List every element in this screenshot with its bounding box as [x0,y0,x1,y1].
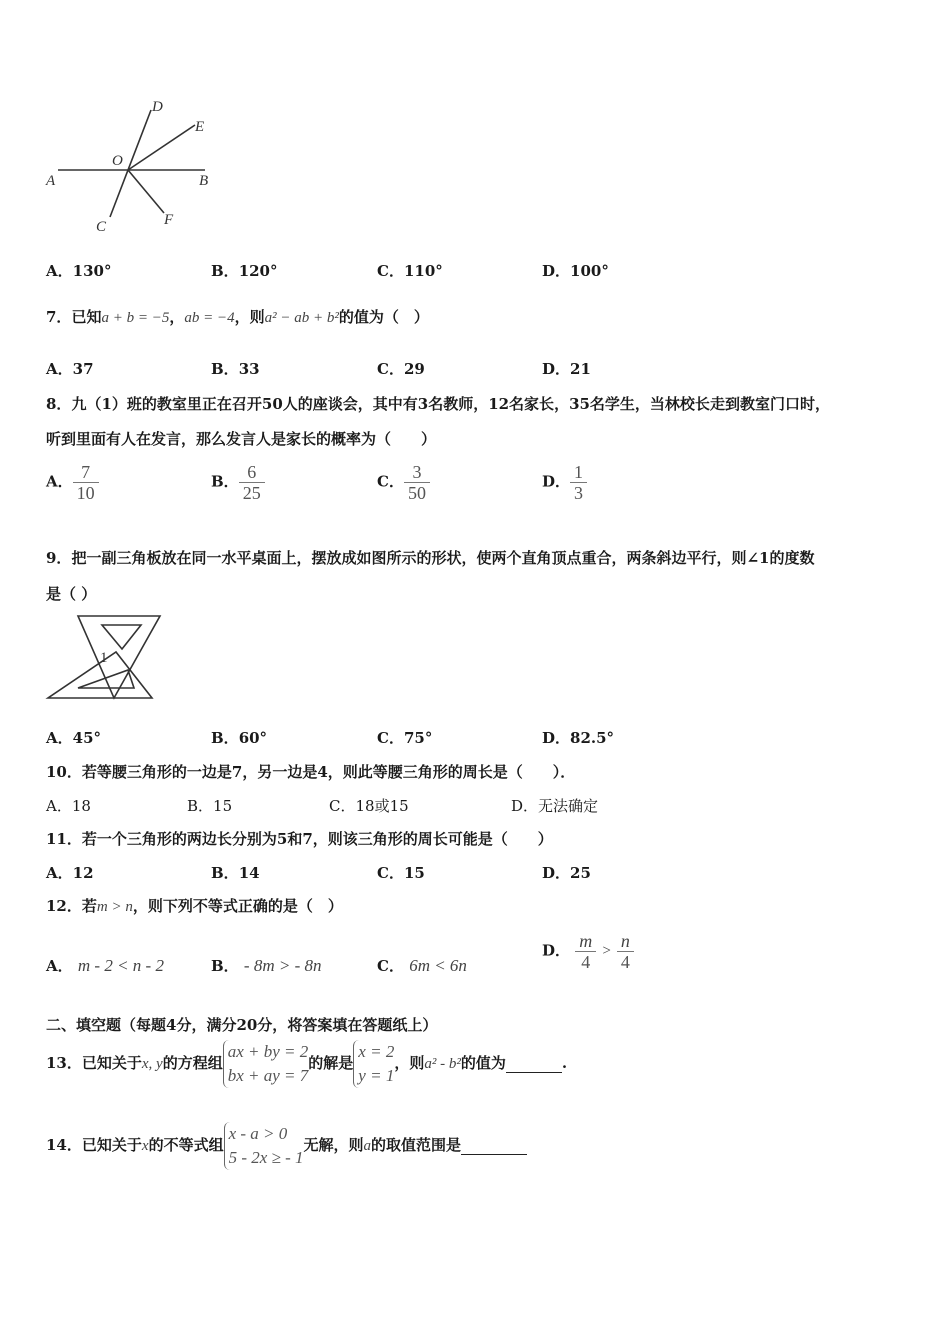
ray-oe [128,125,195,170]
question-11: 11．若一个三角形的两边长分别为5和7，则该三角形的周长可能是（ ） [46,830,553,848]
q6-option-d: D．100° [542,262,609,280]
label-e: E [195,119,205,135]
q8-option-d: D． $\frac{1}{3}$ [542,462,587,503]
question-13: 13．已知关于x, y的方程组 ax + by = 2 bx + ay = 7 的解是 x = 2 y = 1 ，则a² - b²的值为 . [46,1040,567,1088]
q10-option-b: B．15 [187,797,233,815]
equation-system: ax + by = 2 bx + ay = 7 [223,1040,309,1088]
angle-figure [40,95,220,240]
q6-option-c: C．110° [377,262,443,280]
q12-option-b: B． - 8m > - 8n [211,956,322,975]
answer-blank[interactable] [506,1054,562,1073]
answer-blank[interactable] [461,1136,527,1155]
label-b: B [199,173,209,189]
angle-1-label: 1 [100,650,108,666]
label-d: D [152,99,163,115]
fraction: $\frac{m}{4}$ [575,931,596,972]
upper-triangle-inner [102,625,141,649]
label-o: O [112,153,123,169]
q8-option-b: B． $\frac{6}{25}$ [211,462,265,503]
fraction: $\frac{6}{25}$ [239,462,265,503]
fraction: $\frac{n}{4}$ [617,931,634,972]
question-9-line1: 9．把一副三角板放在同一水平桌面上，摆放成如图所示的形状，使两个直角顶点重合，两条斜边平行，则∠1的度数 [46,549,815,567]
question-7: 7．已知a + b = −5，ab = −4，则a² − ab + b²的值为（ ） [46,308,429,326]
q12-option-d: D． $\frac{m}{4}$ > $\frac{n}{4}$ [542,931,634,972]
question-8-line1: 8．九（1）班的教室里正在召开50人的座谈会，其中有3名教师，12名家长，35名学生，当林校长走到教室门口时， [46,395,830,413]
q12-option-a: A． m - 2 < n - 2 [46,956,164,975]
q10-option-d: D．无法确定 [511,797,599,815]
q6-option-a: A．130° [46,262,112,280]
q7-option-b: B．33 [211,360,260,378]
q6-option-b: B．120° [211,262,278,280]
ray-of [128,170,164,213]
q9-option-d: D．82.5° [542,729,615,747]
fraction: $\frac{1}{3}$ [570,462,587,503]
q7-option-d: D．21 [542,360,591,378]
question-14: 14．已知关于x的不等式组 x - a > 0 5 - 2x ≥ - 1 无解，则a的取值范围是 [46,1122,527,1170]
question-10: 10．若等腰三角形的一边是7，另一边是4，则此等腰三角形的周长是（ ）． [46,763,576,781]
q9-option-b: B．60° [211,729,268,747]
fraction: $\frac{7}{10}$ [73,462,99,503]
label-c: C [96,219,107,235]
fraction: $\frac{3}{50}$ [404,462,430,503]
q11-option-a: A．12 [46,864,94,882]
section-2-title: 二、填空题（每题4分，满分20分，将答案填在答题纸上） [46,1016,438,1034]
q9-option-a: A．45° [46,729,102,747]
solution-system: x = 2 y = 1 [353,1040,394,1088]
label-a: A [46,173,56,189]
q7-option-c: C．29 [377,360,425,378]
q8-option-c: C． $\frac{3}{50}$ [377,462,430,503]
q9-option-c: C．75° [377,729,433,747]
q8-option-a: A． $\frac{7}{10}$ [46,462,99,503]
question-9-line2: 是（ ） [46,585,97,603]
question-8-line2: 听到里面有人在发言，那么发言人是家长的概率为（ ） [46,430,437,448]
q10-option-c: C．18或15 [329,797,409,815]
q12-option-c: C． 6m < 6n [377,956,467,975]
question-12: 12．若m > n，则下列不等式正确的是（ ） [46,897,343,915]
q11-option-b: B．14 [211,864,260,882]
triangle-boards-figure [44,612,164,704]
q11-option-c: C．15 [377,864,425,882]
q10-option-a: A．18 [46,797,91,815]
q7-option-a: A．37 [46,360,94,378]
label-f: F [164,212,174,228]
inequality-system: x - a > 0 5 - 2x ≥ - 1 [224,1122,304,1170]
q11-option-d: D．25 [542,864,591,882]
